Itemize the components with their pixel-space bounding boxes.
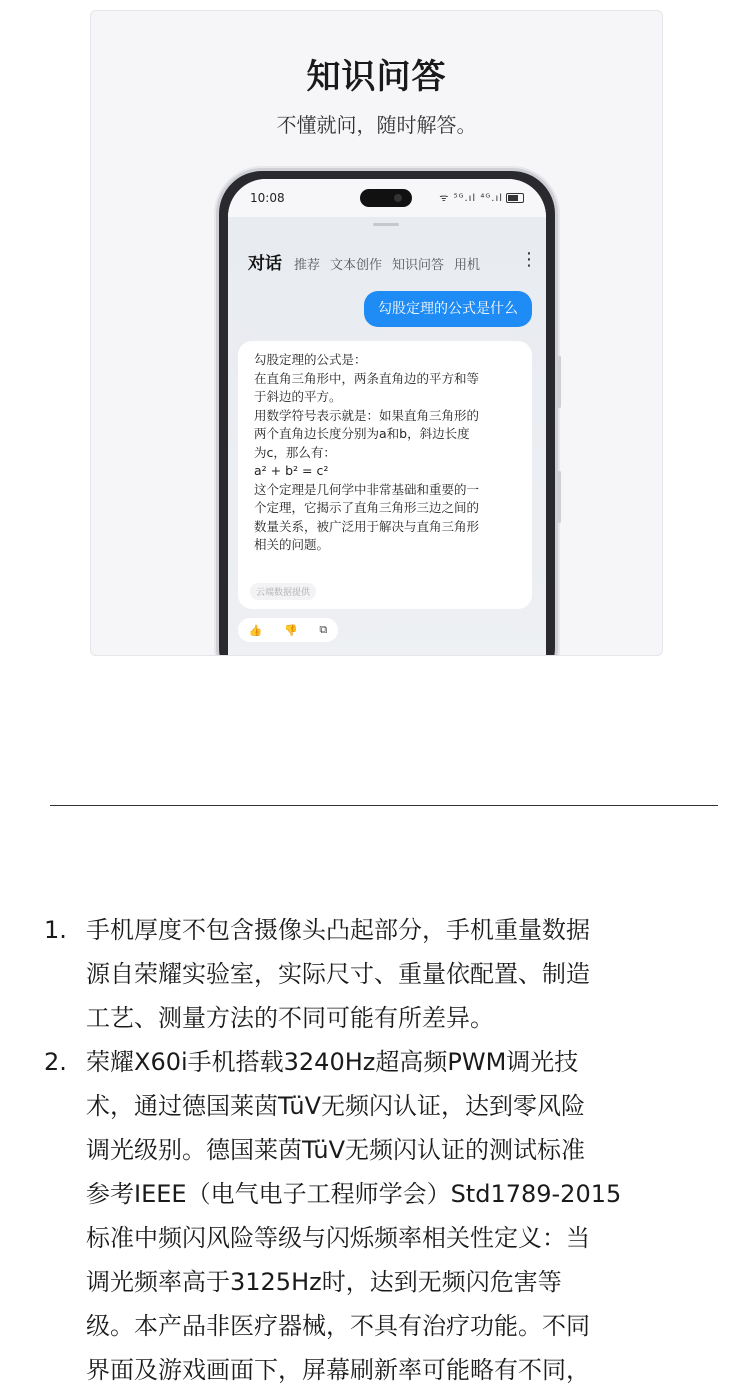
footnote-item bbox=[44, 1040, 694, 1392]
signal-text: ᯤ ⁵ᴳ.ıl ⁴ᴳ.ıl bbox=[439, 193, 503, 204]
phone-mockup bbox=[216, 168, 558, 656]
footnote-line: 源自荣耀实验室，实际尺寸、重量依配置、制造 bbox=[86, 960, 590, 988]
section-divider bbox=[50, 805, 718, 806]
copy-icon[interactable]: ⧉ bbox=[319, 623, 328, 636]
footnote-line: 工艺、测量方法的不同可能有所差异。 bbox=[86, 1004, 494, 1032]
more-vertical-icon[interactable]: ⋮ bbox=[520, 249, 538, 270]
tab-knowledge-qa[interactable]: 知识问答 bbox=[392, 258, 445, 273]
answer-line: 个定理，它揭示了直角三角形三边之间的 bbox=[254, 500, 480, 515]
feature-card bbox=[90, 10, 663, 656]
status-bar bbox=[228, 179, 546, 217]
tab-phone-usage[interactable]: 用机 bbox=[454, 258, 481, 273]
phone-screen bbox=[228, 179, 546, 656]
footnote-line: 调光级别。德国莱茵TüV无频闪认证的测试标准 bbox=[86, 1136, 585, 1164]
answer-line: 两个直角边长度分别为a和b，斜边长度 bbox=[254, 426, 470, 441]
tab-dialog[interactable]: 对话 bbox=[248, 254, 282, 274]
sheet-grabber[interactable] bbox=[373, 223, 399, 226]
answer-line: 数量关系，被广泛用于解决与直角三角形 bbox=[254, 518, 480, 534]
thumbs-down-icon[interactable]: 👎 bbox=[284, 623, 298, 637]
answer-line: 在直角三角形中，两条直角边的平方和等 bbox=[254, 370, 480, 386]
footnote-line: 调光频率高于3125Hz时，达到无频闪危害等 bbox=[86, 1268, 562, 1296]
assistant-tabs bbox=[248, 249, 536, 273]
user-message-bubble: 勾股定理的公式是什么 bbox=[364, 291, 532, 327]
answer-line: 这个定理是几何学中非常基础和重要的一 bbox=[254, 481, 480, 497]
answer-line: 为c，那么有： bbox=[254, 444, 336, 460]
ai-answer-bubble bbox=[238, 341, 532, 609]
thumbs-up-icon[interactable]: 👍 bbox=[248, 623, 263, 637]
footnote-line: 荣耀X60i手机搭载3240Hz超高频PWM调光技 bbox=[86, 1048, 579, 1076]
volume-key bbox=[558, 356, 561, 408]
answer-line: 相关的问题。 bbox=[254, 537, 330, 552]
footnote-number: 1. bbox=[44, 916, 67, 944]
answer-actions bbox=[238, 618, 338, 642]
footnote-line: 标准中频闪风险等级与闪烁频率相关性定义：当 bbox=[86, 1224, 590, 1252]
battery-icon bbox=[506, 193, 524, 203]
feature-title: 知识问答 bbox=[306, 57, 447, 97]
source-tag: 云端数据提供 bbox=[250, 583, 316, 600]
footnote-line: 术，通过德国莱茵TüV无频闪认证，达到零风险 bbox=[86, 1092, 585, 1120]
assistant-sheet bbox=[228, 217, 546, 656]
footnote-line: 手机厚度不包含摄像头凸起部分，手机重量数据 bbox=[86, 916, 590, 944]
tab-recommend[interactable]: 推荐 bbox=[294, 258, 321, 273]
footnote-line: 界面及游戏画面下，屏幕刷新率可能略有不同， bbox=[86, 1356, 590, 1384]
answer-line: 于斜边的平方。 bbox=[254, 389, 342, 404]
footnotes-list bbox=[44, 908, 694, 1392]
camera-notch bbox=[360, 189, 412, 207]
footnote-line: 级。本产品非医疗器械，不具有治疗功能。不同 bbox=[86, 1312, 590, 1340]
status-time: 10:08 bbox=[250, 191, 285, 205]
footnote-item bbox=[44, 908, 694, 1040]
answer-formula: a² + b² = c² bbox=[254, 463, 329, 478]
footnote-line: 参考IEEE（电气电子工程师学会）Std1789-2015 bbox=[86, 1180, 622, 1208]
tab-text-creation[interactable]: 文本创作 bbox=[330, 258, 383, 273]
answer-line: 用数学符号表示就是：如果直角三角形的 bbox=[254, 407, 480, 423]
signal-icon bbox=[439, 190, 524, 204]
footnote-number: 2. bbox=[44, 1048, 67, 1076]
feature-subtitle: 不懂就问，随时解答。 bbox=[276, 113, 477, 137]
power-key bbox=[558, 471, 561, 523]
answer-line: 勾股定理的公式是： bbox=[254, 352, 367, 367]
ai-answer-text bbox=[254, 351, 520, 555]
